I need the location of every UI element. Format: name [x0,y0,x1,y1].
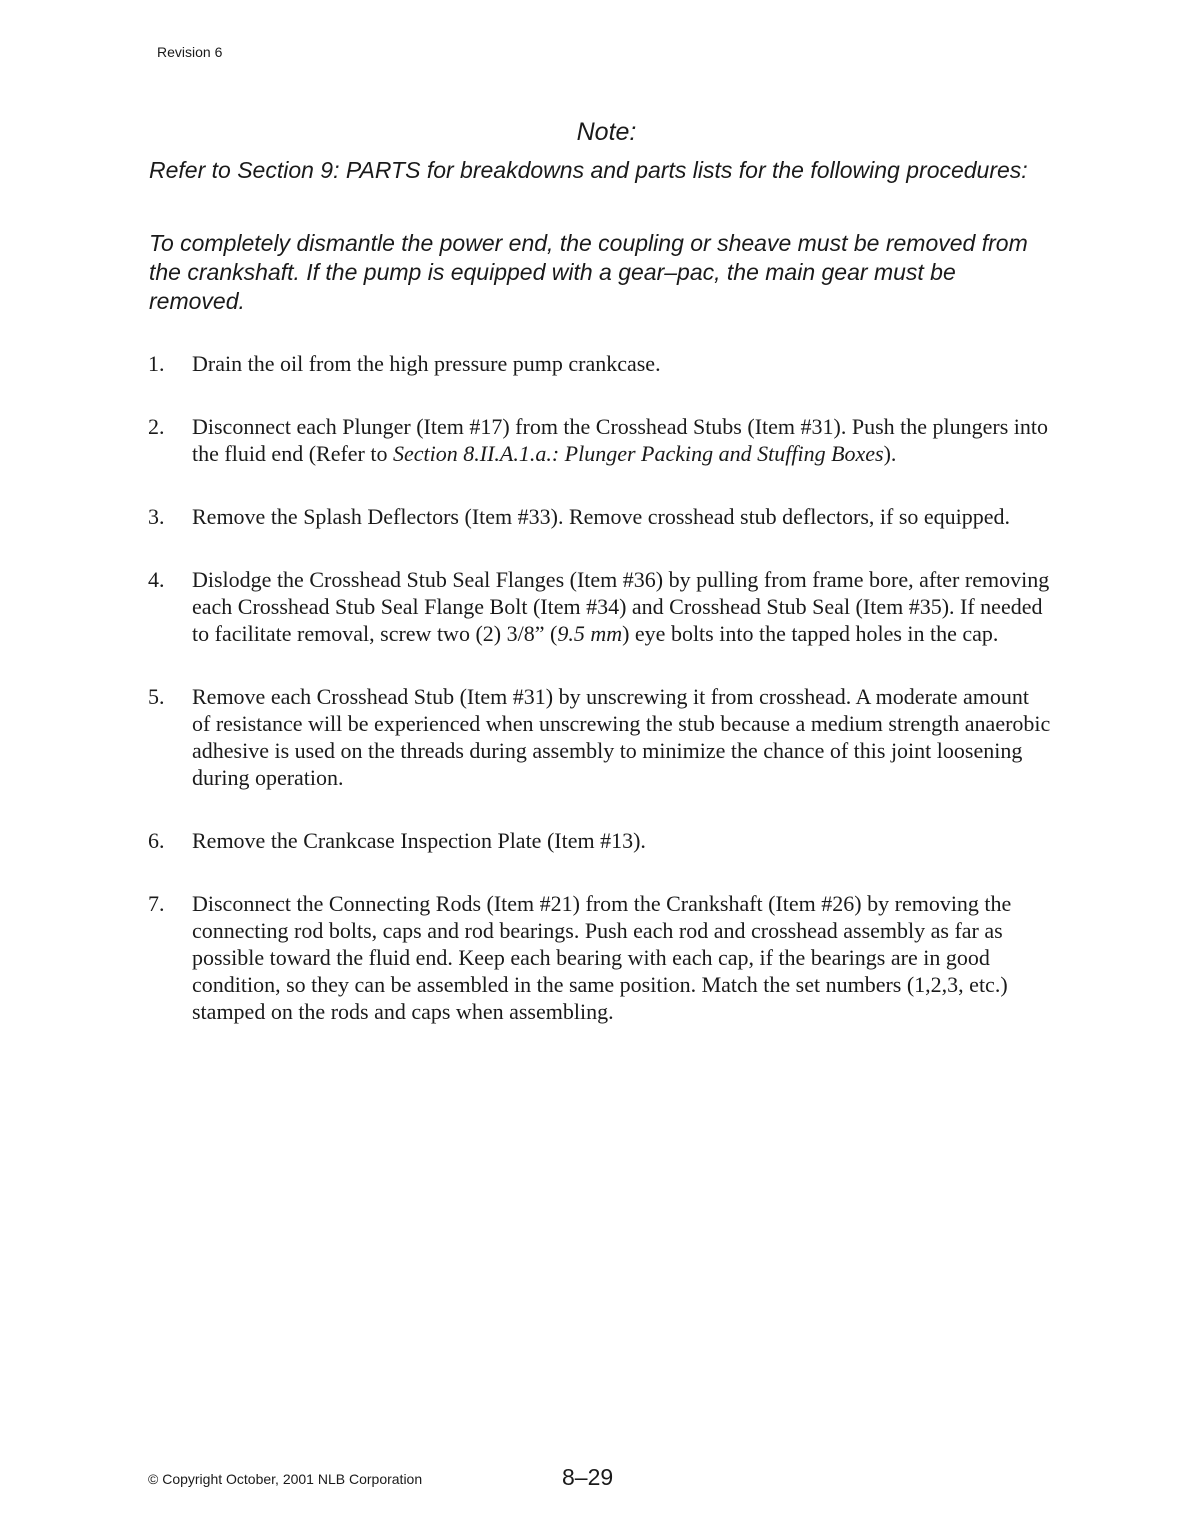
step-item [146,683,1051,791]
step-item [146,566,1051,647]
step-text: Dislodge the Crosshead Stub Seal Flanges (Item #36) by pulling from frame bore, after removing each Crosshead Stub Seal Flange Bolt (Item #34) and Crosshead Stub Seal (Item #35). If needed to facilitate removal, screw two (2) 3/8” (9.5 mm) eye bolts into the tapped holes in the cap. [192,567,1050,646]
revision-label: Revision 6 [157,44,223,60]
step-item [146,890,1051,1025]
step-item [146,350,1051,377]
step-text: Drain the oil from the high pressure pump crankcase. [192,351,661,376]
note-paragraph-parts-reference: Refer to Section 9: PARTS for breakdowns and parts lists for the following procedures: [149,157,1028,183]
step-item [146,413,1051,467]
step-number: 3. [148,504,165,529]
step-item [146,503,1051,530]
section-reference: Section 8.II.A.1.a.: Plunger Packing and Stuffing Boxes [393,441,884,466]
metric-conversion: 9.5 mm [557,621,623,646]
step-number: 7. [148,891,165,916]
procedure-steps [146,350,1051,1061]
step-text: Disconnect each Plunger (Item #17) from the Crosshead Stubs (Item #31). Push the plungers into the fluid end (Refer to Section 8.II.A.1.a.: Plunger Packing and Stuffing Boxes). [192,414,1049,466]
step-text: Remove each Crosshead Stub (Item #31) by unscrewing it from crosshead. A moderate amount of resistance will be experienced when unscrewing the stub because a medium strength anaerobic adhesive is used on the threads during assembly to minimize the chance of this joint loosening during operation. [192,684,1051,790]
step-item [146,827,1051,854]
step-number: 6. [148,828,165,853]
step-number: 5. [148,684,165,709]
step-text: Disconnect the Connecting Rods (Item #21) from the Crankshaft (Item #26) by removing the connecting rod bolts, caps and rod bearings. Push each rod and crosshead assembly as far as possible toward the fluid end. Keep each bearing with each cap, if the bearings are in good condition, so they can be assembled in the same position. Match the set numbers (1,2,3, etc.) stamped on the rods and caps when assembling. [192,891,1012,1024]
copyright-notice: © Copyright October, 2001 NLB Corporation [148,1471,423,1487]
page-number: 8–29 [562,1464,614,1490]
step-text: Remove the Splash Deflectors (Item #33). Remove crosshead stub deflectors, if so equipped. [192,504,1011,529]
step-text: Remove the Crankcase Inspection Plate (Item #13). [192,828,646,853]
note-paragraph-dismantle: To completely dismantle the power end, the coupling or sheave must be removed from the crankshaft. If the pump is equipped with a gear–pac, the main gear must be removed. [149,230,1028,314]
step-number: 1. [148,351,165,376]
step-number: 2. [148,414,165,439]
note-title: Note: [576,118,637,146]
step-number: 4. [148,567,165,592]
